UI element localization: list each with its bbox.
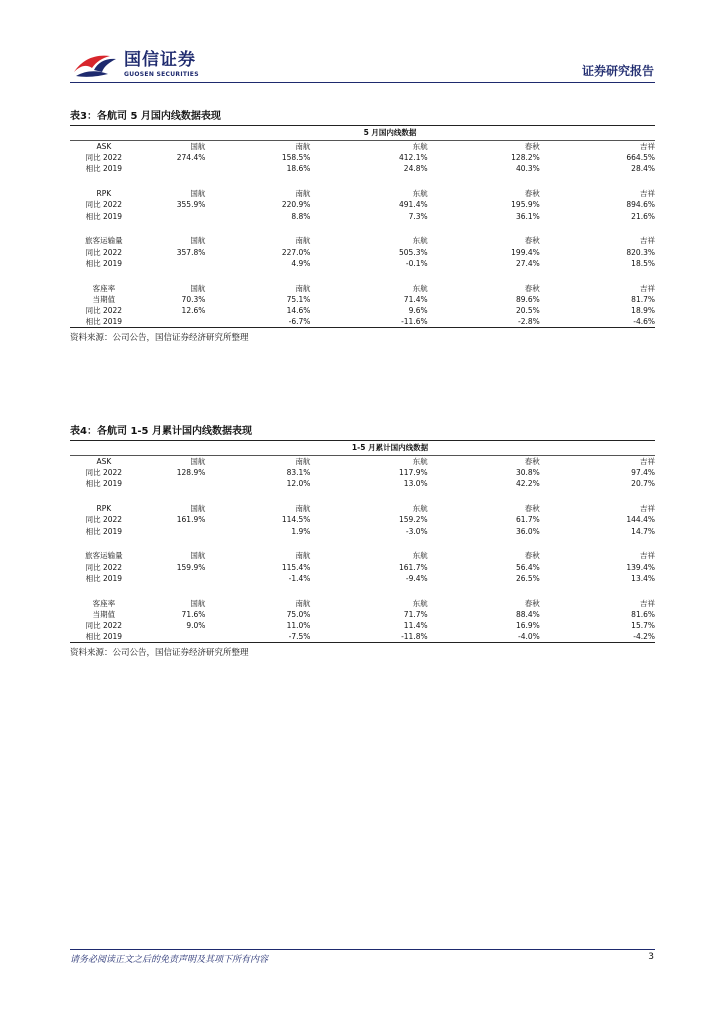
value-cell: 36.0% [515, 526, 540, 536]
value-cell [138, 478, 206, 489]
footer-divider [70, 949, 655, 950]
value-cell: 8.8% [291, 211, 311, 221]
value-cell: 71.6% [181, 609, 206, 619]
value-cell: 11.0% [286, 621, 311, 631]
table-row [70, 247, 655, 258]
value-cell: 220.9% [281, 200, 311, 210]
value-cell: 81.7% [631, 294, 655, 304]
metric-label: RPK [96, 189, 112, 199]
spacer-cell [70, 537, 655, 551]
airline-header-cell: 春秋 [524, 457, 540, 466]
value-cell: 81.6% [631, 609, 655, 619]
airline-header-cell: 国航 [190, 504, 206, 514]
table-row [70, 199, 655, 210]
logo-english-name: GUOSEN SECURITIES [124, 70, 199, 78]
table-row [70, 294, 655, 305]
value-cell: 159.2% [399, 515, 428, 525]
table-4-source: 资料来源：公司公告，国信证券经济研究所整理 [70, 648, 249, 659]
value-cell: -11.8% [401, 632, 428, 642]
value-cell: 117.9% [399, 468, 428, 478]
value-cell: 7.3% [408, 211, 428, 221]
row-label: 相比 2019 [85, 211, 123, 221]
section-spacer [70, 537, 655, 551]
table-row [70, 211, 655, 222]
company-logo [72, 50, 199, 78]
airline-header-cell: 春秋 [524, 236, 540, 246]
row-label: 相比 2019 [85, 258, 123, 268]
row-label: 相比 2019 [85, 526, 123, 536]
section-header-row [70, 456, 655, 467]
airline-header-cell: 春秋 [524, 551, 540, 561]
value-cell: 158.5% [281, 153, 311, 163]
airline-header-cell: 春秋 [524, 283, 540, 293]
value-cell: 20.5% [515, 306, 540, 316]
value-cell: -0.1% [405, 258, 428, 268]
spacer-cell [70, 269, 655, 283]
row-label: 同比 2022 [85, 247, 123, 257]
section-header-row [70, 598, 655, 609]
metric-label: 客座率 [92, 283, 116, 293]
airline-header-cell: 南航 [295, 283, 311, 293]
value-cell [138, 211, 206, 222]
value-cell: -4.6% [633, 317, 655, 327]
airline-header-cell: 东航 [412, 283, 428, 293]
row-label: 相比 2019 [85, 632, 123, 642]
airline-header-cell: 东航 [412, 457, 428, 466]
table-3-data [70, 141, 655, 327]
value-cell: 28.4% [631, 164, 655, 174]
value-cell: 75.0% [286, 609, 311, 619]
spacer-cell [70, 490, 655, 504]
table-4-data [70, 456, 655, 642]
airline-header-cell: 吉祥 [640, 504, 655, 514]
section-spacer [70, 584, 655, 598]
value-cell: 894.6% [626, 200, 655, 210]
value-cell: 70.3% [181, 294, 206, 304]
airline-header-cell: 国航 [190, 551, 206, 561]
value-cell: 18.9% [631, 306, 655, 316]
value-cell: 161.9% [176, 515, 206, 525]
airline-header-cell: 东航 [412, 236, 428, 246]
section-spacer [70, 222, 655, 236]
section-spacer [70, 490, 655, 504]
value-cell: -1.4% [288, 573, 311, 583]
table-3-group-header: 5 月国内线数据 [70, 126, 655, 141]
value-cell: 159.9% [176, 562, 206, 572]
value-cell: 9.6% [408, 306, 428, 316]
value-cell: 83.1% [286, 468, 311, 478]
value-cell: 16.9% [515, 621, 540, 631]
airline-header-cell: 南航 [295, 236, 311, 246]
airline-header-cell: 吉祥 [640, 236, 655, 246]
metric-label: RPK [96, 504, 112, 514]
table-row [70, 152, 655, 163]
value-cell: 115.4% [281, 562, 311, 572]
value-cell: 61.7% [515, 515, 540, 525]
value-cell: 71.7% [403, 609, 428, 619]
value-cell: 357.8% [176, 247, 206, 257]
airline-header-cell: 吉祥 [640, 457, 655, 466]
airline-header-cell: 国航 [190, 457, 206, 466]
airline-header-cell: 国航 [190, 142, 206, 151]
section-spacer [70, 269, 655, 283]
value-cell: 97.4% [631, 468, 655, 478]
value-cell: 12.6% [181, 306, 206, 316]
airline-header-cell: 东航 [412, 189, 428, 199]
airline-header-cell: 春秋 [524, 142, 540, 151]
metric-label: ASK [96, 457, 112, 466]
airline-header-cell: 吉祥 [640, 142, 655, 151]
airline-header-cell: 南航 [295, 457, 311, 466]
row-label: 同比 2022 [85, 562, 123, 572]
value-cell: 14.7% [631, 526, 655, 536]
table-3-block [70, 110, 655, 343]
value-cell [138, 631, 206, 642]
row-label: 当期值 [92, 294, 116, 304]
table-row [70, 609, 655, 620]
value-cell: 21.6% [631, 211, 655, 221]
report-type-label: 证券研究报告 [581, 64, 654, 78]
value-cell: 30.8% [515, 468, 540, 478]
value-cell: 75.1% [286, 294, 311, 304]
value-cell: 491.4% [399, 200, 428, 210]
row-label: 同比 2022 [85, 468, 123, 478]
section-header-row [70, 283, 655, 294]
guosen-logo-icon [72, 50, 118, 78]
value-cell: 4.9% [291, 258, 311, 268]
value-cell [138, 163, 206, 174]
airline-header-cell: 春秋 [524, 504, 540, 514]
row-label: 同比 2022 [85, 515, 123, 525]
section-header-row [70, 503, 655, 514]
row-label: 同比 2022 [85, 306, 123, 316]
value-cell: 144.4% [626, 515, 655, 525]
metric-label: 客座率 [92, 598, 116, 608]
airline-header-cell: 东航 [412, 142, 428, 151]
value-cell: 139.4% [626, 562, 655, 572]
row-label: 同比 2022 [85, 153, 123, 163]
value-cell: -7.5% [288, 632, 311, 642]
page-header [0, 0, 724, 90]
table-4-group-header: 1-5 月累计国内线数据 [70, 441, 655, 456]
table-row [70, 562, 655, 573]
value-cell [138, 258, 206, 269]
value-cell: 199.4% [511, 247, 540, 257]
value-cell: 20.7% [631, 479, 655, 489]
value-cell: -6.7% [288, 317, 311, 327]
logo-chinese-name: 国信证券 [124, 49, 196, 70]
value-cell [138, 316, 206, 327]
table-row [70, 478, 655, 489]
value-cell: 15.7% [631, 621, 655, 631]
value-cell: 128.2% [511, 153, 540, 163]
value-cell: 13.0% [403, 479, 428, 489]
value-cell: 18.5% [631, 258, 655, 268]
row-label: 相比 2019 [85, 164, 123, 174]
value-cell: 26.5% [515, 573, 540, 583]
airline-header-cell: 国航 [190, 283, 206, 293]
airline-header-cell: 南航 [295, 551, 311, 561]
value-cell: -2.8% [518, 317, 540, 327]
airline-header-cell: 南航 [295, 598, 311, 608]
page-number: 3 [648, 952, 654, 962]
spacer-cell [70, 175, 655, 189]
value-cell: -11.6% [401, 317, 428, 327]
row-label: 同比 2022 [85, 621, 123, 631]
value-cell: 355.9% [176, 200, 206, 210]
table-row [70, 316, 655, 327]
airline-header-cell: 南航 [295, 504, 311, 514]
spacer-cell [70, 584, 655, 598]
airline-header-cell: 国航 [190, 598, 206, 608]
footer-disclaimer: 请务必阅读正文之后的免责声明及其项下所有内容 [70, 955, 269, 965]
value-cell: 195.9% [511, 200, 540, 210]
spacer-cell [70, 222, 655, 236]
table-3-source: 资料来源：公司公告，国信证券经济研究所整理 [70, 333, 249, 344]
value-cell: 88.4% [515, 609, 540, 619]
value-cell: 274.4% [176, 153, 206, 163]
airline-header-cell: 吉祥 [640, 283, 655, 293]
value-cell: 11.4% [403, 621, 428, 631]
section-header-row [70, 188, 655, 199]
airline-header-cell: 东航 [412, 504, 428, 514]
section-header-row [70, 141, 655, 152]
table-4-title: 表4：各航司 1-5 月累计国内线数据表现 [70, 426, 252, 437]
airline-header-cell: 东航 [412, 598, 428, 608]
table-row [70, 258, 655, 269]
value-cell: -9.4% [405, 573, 428, 583]
value-cell: 18.6% [286, 164, 311, 174]
airline-header-cell: 春秋 [524, 189, 540, 199]
metric-label: 旅客运输量 [85, 551, 123, 561]
section-header-row [70, 235, 655, 246]
value-cell: 820.3% [626, 247, 655, 257]
airline-header-cell: 春秋 [524, 598, 540, 608]
section-header-row [70, 550, 655, 561]
value-cell: 13.4% [631, 573, 655, 583]
value-cell: 412.1% [399, 153, 428, 163]
value-cell: 114.5% [281, 515, 311, 525]
row-label: 相比 2019 [85, 573, 123, 583]
header-divider [70, 82, 655, 83]
table-row [70, 163, 655, 174]
table-row [70, 631, 655, 642]
row-label: 当期值 [92, 609, 116, 619]
table-row [70, 573, 655, 584]
table-row [70, 620, 655, 631]
airline-header-cell: 国航 [190, 236, 206, 246]
value-cell: -3.0% [405, 526, 428, 536]
airline-header-cell: 吉祥 [640, 551, 655, 561]
value-cell [138, 573, 206, 584]
airline-header-cell: 吉祥 [640, 189, 655, 199]
section-spacer [70, 175, 655, 189]
value-cell: 42.2% [515, 479, 540, 489]
table-bottom-rule [70, 642, 655, 643]
row-label: 相比 2019 [85, 479, 123, 489]
value-cell: -4.0% [518, 632, 540, 642]
airline-header-cell: 南航 [295, 189, 311, 199]
value-cell: 227.0% [281, 247, 311, 257]
row-label: 同比 2022 [85, 200, 123, 210]
value-cell: 128.9% [176, 468, 206, 478]
value-cell: 161.7% [399, 562, 428, 572]
table-row [70, 514, 655, 525]
value-cell: 24.8% [403, 164, 428, 174]
table-row [70, 467, 655, 478]
metric-label: ASK [96, 142, 112, 151]
value-cell: 36.1% [515, 211, 540, 221]
value-cell: 56.4% [515, 562, 540, 572]
value-cell: 1.9% [291, 526, 311, 536]
airline-header-cell: 东航 [412, 551, 428, 561]
value-cell: -4.2% [633, 632, 655, 642]
value-cell: 9.0% [186, 621, 206, 631]
value-cell: 71.4% [403, 294, 428, 304]
value-cell: 27.4% [515, 258, 540, 268]
table-3-title: 表3：各航司 5 月国内线数据表现 [70, 111, 221, 122]
value-cell: 14.6% [286, 306, 311, 316]
value-cell [138, 526, 206, 537]
airline-header-cell: 南航 [295, 142, 311, 151]
value-cell: 664.5% [626, 153, 655, 163]
table-bottom-rule [70, 327, 655, 328]
metric-label: 旅客运输量 [85, 236, 123, 246]
value-cell: 89.6% [515, 294, 540, 304]
value-cell: 505.3% [399, 247, 428, 257]
table-4-block [70, 425, 655, 658]
airline-header-cell: 国航 [190, 189, 206, 199]
table-row [70, 305, 655, 316]
airline-header-cell: 吉祥 [640, 598, 655, 608]
row-label: 相比 2019 [85, 317, 123, 327]
value-cell: 12.0% [286, 479, 311, 489]
value-cell: 40.3% [515, 164, 540, 174]
table-row [70, 526, 655, 537]
